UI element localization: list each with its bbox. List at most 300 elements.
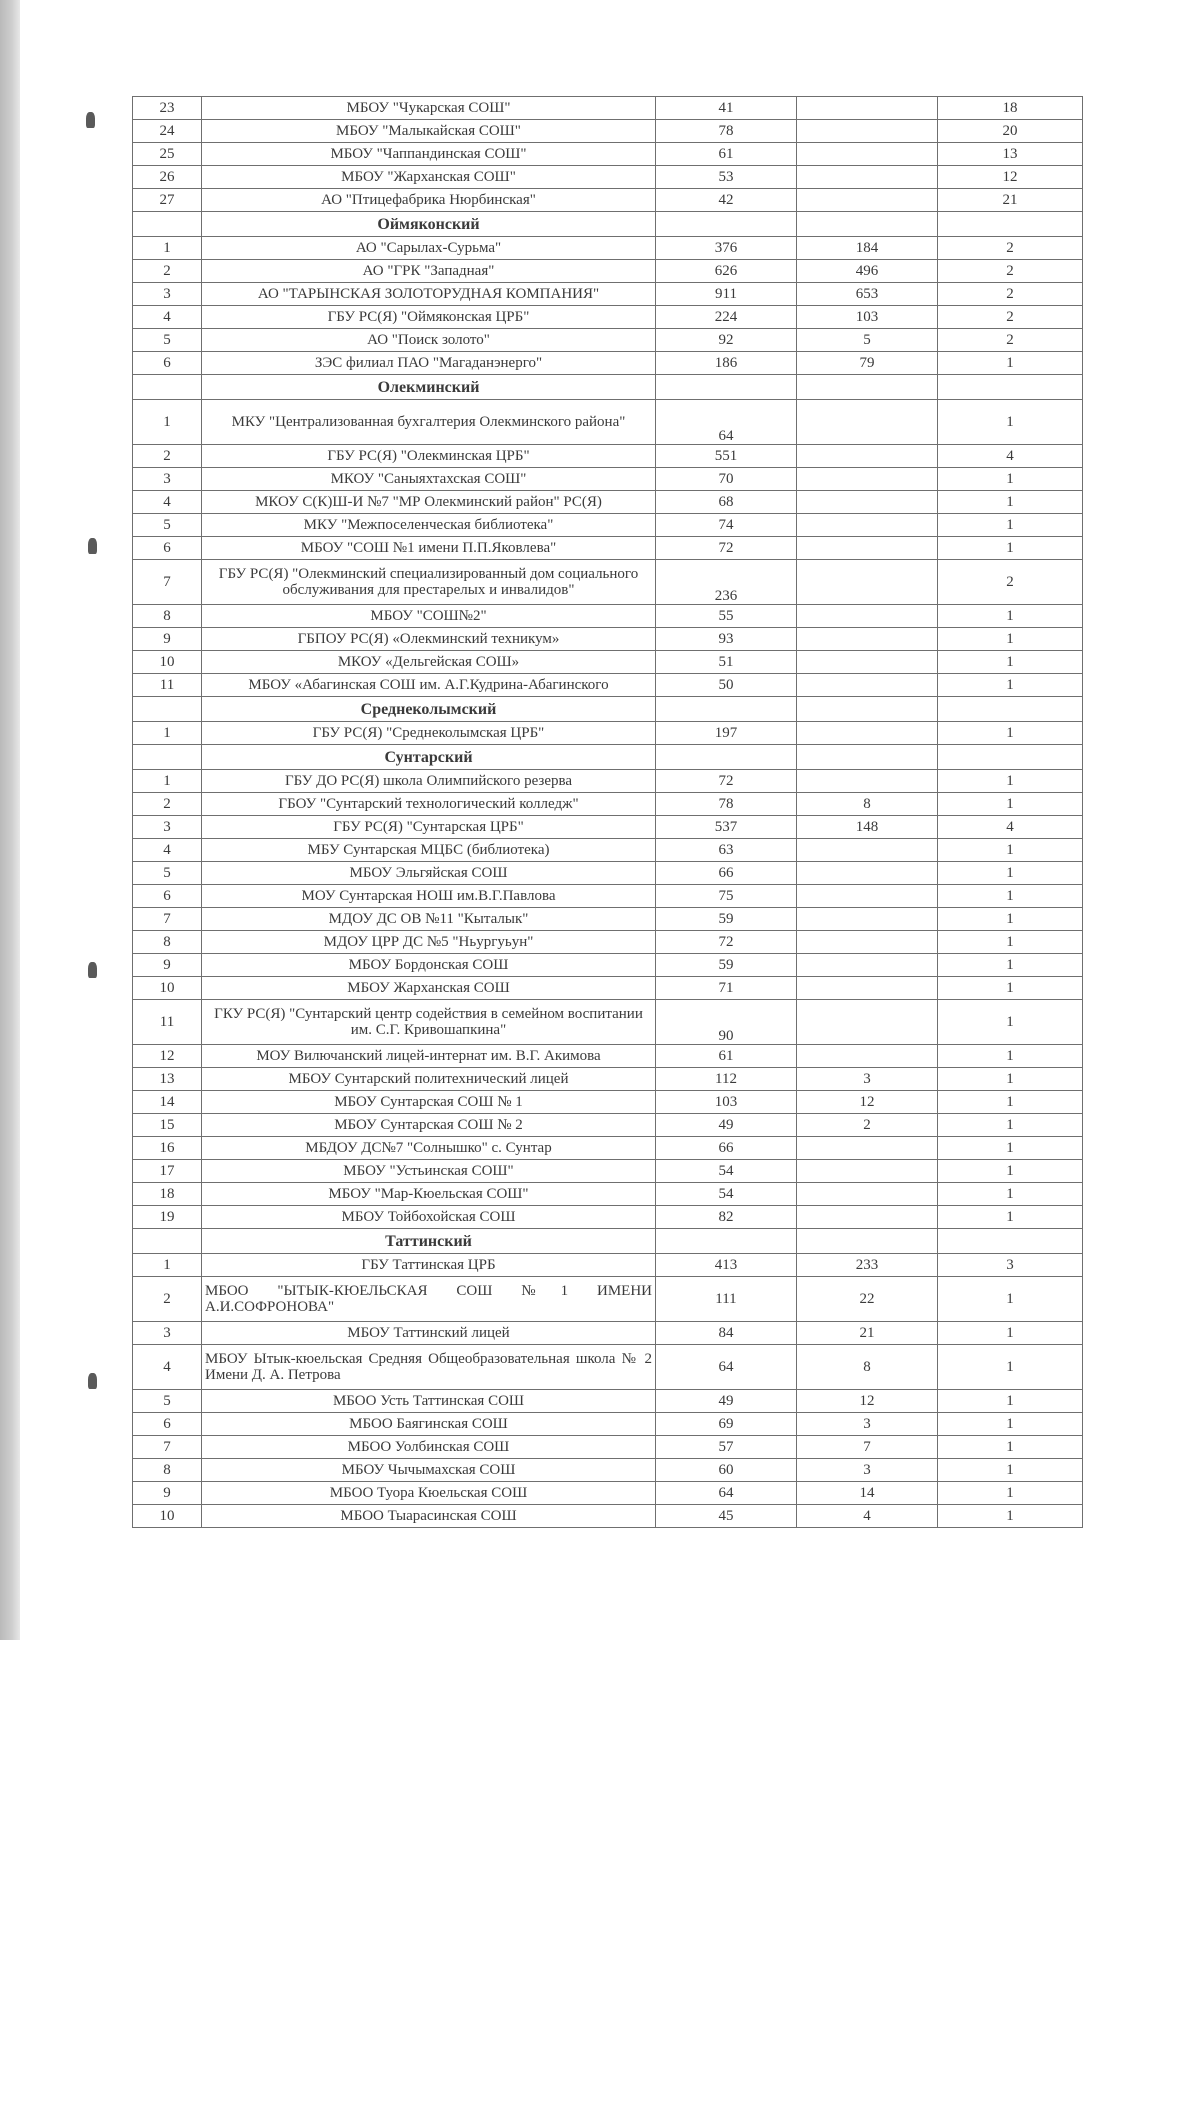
value-c-cell: 1 bbox=[938, 1505, 1083, 1528]
value-b-cell bbox=[797, 537, 938, 560]
value-a-cell: 49 bbox=[656, 1114, 797, 1137]
scan-speck-3 bbox=[88, 962, 97, 978]
value-c-cell: 2 bbox=[938, 306, 1083, 329]
value-c-cell: 13 bbox=[938, 143, 1083, 166]
organization-name-cell: МКУ "Централизованная бухгалтерия Олекминского района" bbox=[202, 400, 656, 445]
organization-name-cell: АО "ТАРЫНСКАЯ ЗОЛОТОРУДНАЯ КОМПАНИЯ" bbox=[202, 283, 656, 306]
value-b-cell bbox=[797, 885, 938, 908]
value-a-cell: 51 bbox=[656, 651, 797, 674]
section-empty-cell bbox=[133, 697, 202, 722]
table-row bbox=[133, 283, 1083, 306]
row-number-cell: 16 bbox=[133, 1137, 202, 1160]
row-number-cell: 7 bbox=[133, 560, 202, 605]
organization-name-cell: МДОУ ЦРР ДС №5 "Ньургуьун" bbox=[202, 931, 656, 954]
value-b-cell bbox=[797, 120, 938, 143]
value-a-cell: 413 bbox=[656, 1254, 797, 1277]
value-b-cell bbox=[797, 862, 938, 885]
table-row bbox=[133, 1413, 1083, 1436]
table-row bbox=[133, 352, 1083, 375]
table-row bbox=[133, 1206, 1083, 1229]
section-row bbox=[133, 697, 1083, 722]
organization-name-cell: МБОУ Сунтарская СОШ № 2 bbox=[202, 1114, 656, 1137]
table-row bbox=[133, 770, 1083, 793]
value-a-cell: 61 bbox=[656, 143, 797, 166]
table-row bbox=[133, 400, 1083, 445]
organization-name-cell: МБОУ Бордонская СОШ bbox=[202, 954, 656, 977]
table-row bbox=[133, 1390, 1083, 1413]
row-number-cell: 10 bbox=[133, 1505, 202, 1528]
row-number-cell: 10 bbox=[133, 977, 202, 1000]
value-b-cell bbox=[797, 770, 938, 793]
value-b-cell bbox=[797, 908, 938, 931]
value-a-cell: 93 bbox=[656, 628, 797, 651]
value-a-cell: 61 bbox=[656, 1045, 797, 1068]
organization-name-cell: МБОУ "СОШ №1 имени П.П.Яковлева" bbox=[202, 537, 656, 560]
value-a-cell: 78 bbox=[656, 793, 797, 816]
organization-name-cell: ГКУ РС(Я) "Сунтарский центр содействия в семейном воспитании им. С.Г. Кривошапкина" bbox=[202, 1000, 656, 1045]
value-b-cell bbox=[797, 1000, 938, 1045]
scan-speck-4 bbox=[88, 1373, 97, 1389]
row-number-cell: 23 bbox=[133, 97, 202, 120]
organization-name-cell: МДОУ ДС ОВ №11 "Кыталык" bbox=[202, 908, 656, 931]
organization-name-cell: МБОУ "Малыкайская СОШ" bbox=[202, 120, 656, 143]
value-a-cell: 92 bbox=[656, 329, 797, 352]
organization-name-cell: МКУ "Межпоселенческая библиотека" bbox=[202, 514, 656, 537]
value-c-cell: 18 bbox=[938, 97, 1083, 120]
value-c-cell: 1 bbox=[938, 722, 1083, 745]
table-body bbox=[133, 97, 1083, 1528]
section-row bbox=[133, 1229, 1083, 1254]
value-c-cell: 1 bbox=[938, 908, 1083, 931]
value-a-cell: 376 bbox=[656, 237, 797, 260]
organization-name-cell: ГБУ ДО РС(Я) школа Олимпийского резерва bbox=[202, 770, 656, 793]
section-row bbox=[133, 375, 1083, 400]
value-b-cell: 653 bbox=[797, 283, 938, 306]
row-number-cell: 8 bbox=[133, 605, 202, 628]
value-c-cell: 1 bbox=[938, 1345, 1083, 1390]
value-a-cell: 70 bbox=[656, 468, 797, 491]
section-empty-cell bbox=[797, 697, 938, 722]
table-row bbox=[133, 1345, 1083, 1390]
value-b-cell: 496 bbox=[797, 260, 938, 283]
value-c-cell: 1 bbox=[938, 605, 1083, 628]
value-b-cell: 79 bbox=[797, 352, 938, 375]
value-c-cell: 1 bbox=[938, 651, 1083, 674]
value-a-cell: 54 bbox=[656, 1183, 797, 1206]
value-b-cell: 103 bbox=[797, 306, 938, 329]
value-c-cell: 1 bbox=[938, 400, 1083, 445]
scan-speck-1 bbox=[86, 112, 95, 128]
value-c-cell: 1 bbox=[938, 1114, 1083, 1137]
table-row bbox=[133, 329, 1083, 352]
organization-name-cell: ГБУ РС(Я) "Оймяконская ЦРБ" bbox=[202, 306, 656, 329]
table-row bbox=[133, 839, 1083, 862]
organization-name-cell: МБОУ Сунтарская СОШ № 1 bbox=[202, 1091, 656, 1114]
row-number-cell: 14 bbox=[133, 1091, 202, 1114]
organization-name-cell: МБОО Уолбинская СОШ bbox=[202, 1436, 656, 1459]
row-number-cell: 2 bbox=[133, 1277, 202, 1322]
row-number-cell: 4 bbox=[133, 839, 202, 862]
row-number-cell: 8 bbox=[133, 1459, 202, 1482]
table-row bbox=[133, 189, 1083, 212]
section-empty-cell bbox=[797, 212, 938, 237]
row-number-cell: 8 bbox=[133, 931, 202, 954]
value-c-cell: 12 bbox=[938, 166, 1083, 189]
table-row bbox=[133, 1436, 1083, 1459]
value-a-cell: 42 bbox=[656, 189, 797, 212]
row-number-cell: 5 bbox=[133, 1390, 202, 1413]
section-empty-cell bbox=[938, 1229, 1083, 1254]
value-a-cell: 57 bbox=[656, 1436, 797, 1459]
value-a-cell: 103 bbox=[656, 1091, 797, 1114]
organization-name-cell: МБОО Усть Таттинская СОШ bbox=[202, 1390, 656, 1413]
organization-name-cell: МБОУ Эльгяйская СОШ bbox=[202, 862, 656, 885]
value-a-cell: 64 bbox=[656, 1482, 797, 1505]
value-b-cell: 7 bbox=[797, 1436, 938, 1459]
table-row bbox=[133, 977, 1083, 1000]
value-b-cell: 8 bbox=[797, 793, 938, 816]
value-c-cell: 1 bbox=[938, 628, 1083, 651]
organization-name-cell: МБОО Туора Кюельская СОШ bbox=[202, 1482, 656, 1505]
table-row bbox=[133, 1505, 1083, 1528]
value-c-cell: 1 bbox=[938, 1436, 1083, 1459]
table-row bbox=[133, 560, 1083, 605]
table-row bbox=[133, 1045, 1083, 1068]
row-number-cell: 11 bbox=[133, 1000, 202, 1045]
value-c-cell: 1 bbox=[938, 931, 1083, 954]
value-c-cell: 2 bbox=[938, 283, 1083, 306]
row-number-cell: 7 bbox=[133, 1436, 202, 1459]
row-number-cell: 6 bbox=[133, 352, 202, 375]
row-number-cell: 1 bbox=[133, 400, 202, 445]
section-empty-cell bbox=[133, 375, 202, 400]
value-c-cell: 1 bbox=[938, 1137, 1083, 1160]
table-row bbox=[133, 674, 1083, 697]
section-empty-cell bbox=[938, 745, 1083, 770]
row-number-cell: 9 bbox=[133, 1482, 202, 1505]
value-c-cell: 2 bbox=[938, 560, 1083, 605]
value-c-cell: 1 bbox=[938, 1183, 1083, 1206]
data-table bbox=[132, 96, 1083, 1528]
table-row bbox=[133, 491, 1083, 514]
table-row bbox=[133, 1160, 1083, 1183]
value-c-cell: 1 bbox=[938, 1068, 1083, 1091]
table-row bbox=[133, 260, 1083, 283]
organization-name-cell: МБДОУ ДС№7 "Солнышко" с. Сунтар bbox=[202, 1137, 656, 1160]
value-a-cell: 72 bbox=[656, 537, 797, 560]
section-title: Олекминский bbox=[202, 375, 656, 400]
value-a-cell: 551 bbox=[656, 445, 797, 468]
value-a-cell: 49 bbox=[656, 1390, 797, 1413]
section-empty-cell bbox=[797, 1229, 938, 1254]
value-a-cell: 63 bbox=[656, 839, 797, 862]
value-b-cell bbox=[797, 468, 938, 491]
value-b-cell bbox=[797, 674, 938, 697]
value-a-cell: 69 bbox=[656, 1413, 797, 1436]
section-title: Таттинский bbox=[202, 1229, 656, 1254]
organization-name-cell: МБОО "ЫТЫК-КЮЕЛЬСКАЯ СОШ №1 ИМЕНИ А.И.СОФРОНОВА" bbox=[202, 1277, 656, 1322]
table-row bbox=[133, 1482, 1083, 1505]
value-b-cell bbox=[797, 722, 938, 745]
row-number-cell: 9 bbox=[133, 628, 202, 651]
section-empty-cell bbox=[133, 745, 202, 770]
organization-name-cell: МБОУ "Жарханская СОШ" bbox=[202, 166, 656, 189]
row-number-cell: 2 bbox=[133, 445, 202, 468]
value-b-cell bbox=[797, 628, 938, 651]
value-b-cell bbox=[797, 605, 938, 628]
section-empty-cell bbox=[133, 212, 202, 237]
value-c-cell: 1 bbox=[938, 862, 1083, 885]
value-c-cell: 1 bbox=[938, 770, 1083, 793]
organization-name-cell: ЗЭС филиал ПАО "Магаданэнерго" bbox=[202, 352, 656, 375]
value-c-cell: 1 bbox=[938, 1413, 1083, 1436]
row-number-cell: 6 bbox=[133, 1413, 202, 1436]
table-row bbox=[133, 793, 1083, 816]
value-a-cell: 54 bbox=[656, 1160, 797, 1183]
row-number-cell: 1 bbox=[133, 237, 202, 260]
section-title: Оймяконский bbox=[202, 212, 656, 237]
value-c-cell: 1 bbox=[938, 977, 1083, 1000]
row-number-cell: 2 bbox=[133, 793, 202, 816]
value-a-cell: 911 bbox=[656, 283, 797, 306]
value-b-cell bbox=[797, 491, 938, 514]
table-row bbox=[133, 1254, 1083, 1277]
organization-name-cell: ГБПОУ РС(Я) «Олекминский техникум» bbox=[202, 628, 656, 651]
row-number-cell: 4 bbox=[133, 491, 202, 514]
section-empty-cell bbox=[656, 375, 797, 400]
table-row bbox=[133, 954, 1083, 977]
table-row bbox=[133, 306, 1083, 329]
row-number-cell: 2 bbox=[133, 260, 202, 283]
value-c-cell: 1 bbox=[938, 1277, 1083, 1322]
value-a-cell: 60 bbox=[656, 1459, 797, 1482]
section-empty-cell bbox=[656, 697, 797, 722]
value-c-cell: 20 bbox=[938, 120, 1083, 143]
organization-name-cell: МКОУ "Саныяхтахская СОШ" bbox=[202, 468, 656, 491]
organization-name-cell: МБОУ Тойбохойская СОШ bbox=[202, 1206, 656, 1229]
value-b-cell bbox=[797, 1137, 938, 1160]
table-row bbox=[133, 628, 1083, 651]
organization-name-cell: МБОУ "СОШ№2" bbox=[202, 605, 656, 628]
value-b-cell: 4 bbox=[797, 1505, 938, 1528]
value-b-cell bbox=[797, 839, 938, 862]
value-c-cell: 1 bbox=[938, 1206, 1083, 1229]
row-number-cell: 12 bbox=[133, 1045, 202, 1068]
value-a-cell: 197 bbox=[656, 722, 797, 745]
organization-name-cell: МБОУ Жарханская СОШ bbox=[202, 977, 656, 1000]
value-a-cell: 224 bbox=[656, 306, 797, 329]
row-number-cell: 5 bbox=[133, 329, 202, 352]
row-number-cell: 5 bbox=[133, 862, 202, 885]
value-c-cell: 1 bbox=[938, 674, 1083, 697]
section-empty-cell bbox=[656, 745, 797, 770]
section-empty-cell bbox=[797, 745, 938, 770]
value-b-cell bbox=[797, 514, 938, 537]
row-number-cell: 5 bbox=[133, 514, 202, 537]
value-a-cell: 64 bbox=[656, 1345, 797, 1390]
row-number-cell: 1 bbox=[133, 1254, 202, 1277]
organization-name-cell: АО "ГРК "Западная" bbox=[202, 260, 656, 283]
row-number-cell: 25 bbox=[133, 143, 202, 166]
value-a-cell: 72 bbox=[656, 770, 797, 793]
table-row bbox=[133, 816, 1083, 839]
organization-name-cell: МКОУ «Дельгейская СОШ» bbox=[202, 651, 656, 674]
value-a-cell: 59 bbox=[656, 908, 797, 931]
value-c-cell: 2 bbox=[938, 329, 1083, 352]
value-b-cell: 3 bbox=[797, 1459, 938, 1482]
table-row bbox=[133, 1000, 1083, 1045]
value-b-cell bbox=[797, 400, 938, 445]
row-number-cell: 3 bbox=[133, 283, 202, 306]
value-c-cell: 1 bbox=[938, 1160, 1083, 1183]
organization-name-cell: МБОУ "Чукарская СОШ" bbox=[202, 97, 656, 120]
value-c-cell: 4 bbox=[938, 816, 1083, 839]
table-row bbox=[133, 1091, 1083, 1114]
section-empty-cell bbox=[938, 375, 1083, 400]
table-row bbox=[133, 143, 1083, 166]
row-number-cell: 18 bbox=[133, 1183, 202, 1206]
value-a-cell: 71 bbox=[656, 977, 797, 1000]
row-number-cell: 7 bbox=[133, 908, 202, 931]
table-row bbox=[133, 237, 1083, 260]
value-c-cell: 1 bbox=[938, 1091, 1083, 1114]
section-empty-cell bbox=[133, 1229, 202, 1254]
section-title: Среднеколымский bbox=[202, 697, 656, 722]
section-row bbox=[133, 212, 1083, 237]
table-row bbox=[133, 1137, 1083, 1160]
value-c-cell: 2 bbox=[938, 260, 1083, 283]
organization-name-cell: МБОУ "Устьинская СОШ" bbox=[202, 1160, 656, 1183]
table-row bbox=[133, 445, 1083, 468]
value-b-cell bbox=[797, 97, 938, 120]
row-number-cell: 27 bbox=[133, 189, 202, 212]
value-a-cell: 45 bbox=[656, 1505, 797, 1528]
row-number-cell: 19 bbox=[133, 1206, 202, 1229]
row-number-cell: 1 bbox=[133, 770, 202, 793]
value-c-cell: 1 bbox=[938, 954, 1083, 977]
value-b-cell bbox=[797, 1183, 938, 1206]
value-a-cell: 53 bbox=[656, 166, 797, 189]
section-empty-cell bbox=[938, 212, 1083, 237]
value-c-cell: 2 bbox=[938, 237, 1083, 260]
organization-name-cell: АО "Поиск золото" bbox=[202, 329, 656, 352]
table-row bbox=[133, 862, 1083, 885]
value-b-cell bbox=[797, 560, 938, 605]
organization-name-cell: МОУ Вилючанский лицей-интернат им. В.Г. Акимова bbox=[202, 1045, 656, 1068]
value-a-cell: 112 bbox=[656, 1068, 797, 1091]
section-empty-cell bbox=[656, 212, 797, 237]
row-number-cell: 3 bbox=[133, 816, 202, 839]
section-empty-cell bbox=[938, 697, 1083, 722]
table-row bbox=[133, 1068, 1083, 1091]
value-b-cell: 5 bbox=[797, 329, 938, 352]
value-c-cell: 1 bbox=[938, 1045, 1083, 1068]
table-row bbox=[133, 605, 1083, 628]
value-b-cell bbox=[797, 1045, 938, 1068]
value-a-cell: 78 bbox=[656, 120, 797, 143]
value-a-cell: 55 bbox=[656, 605, 797, 628]
table-row bbox=[133, 514, 1083, 537]
table-row bbox=[133, 1459, 1083, 1482]
scan-speck-2 bbox=[88, 538, 97, 554]
table-row bbox=[133, 120, 1083, 143]
row-number-cell: 9 bbox=[133, 954, 202, 977]
value-c-cell: 1 bbox=[938, 537, 1083, 560]
table-row bbox=[133, 722, 1083, 745]
organization-name-cell: МБОУ Ытык-кюельская Средняя Общеобразовательная школа № 2 Имени Д. А. Петрова bbox=[202, 1345, 656, 1390]
value-b-cell bbox=[797, 166, 938, 189]
value-c-cell: 1 bbox=[938, 1459, 1083, 1482]
value-c-cell: 1 bbox=[938, 491, 1083, 514]
table-row bbox=[133, 931, 1083, 954]
value-b-cell: 21 bbox=[797, 1322, 938, 1345]
value-a-cell: 66 bbox=[656, 1137, 797, 1160]
value-b-cell: 14 bbox=[797, 1482, 938, 1505]
value-a-cell: 537 bbox=[656, 816, 797, 839]
organization-name-cell: МКОУ С(К)Ш-И №7 "МР Олекминский район" РС(Я) bbox=[202, 491, 656, 514]
table-row bbox=[133, 166, 1083, 189]
value-b-cell: 3 bbox=[797, 1413, 938, 1436]
organization-name-cell: ГБУ РС(Я) "Сунтарская ЦРБ" bbox=[202, 816, 656, 839]
organization-name-cell: ГБУ РС(Я) "Олекминский специализированный дом социального обслуживания для престарелых и инвалидов" bbox=[202, 560, 656, 605]
document-table-container bbox=[132, 96, 1082, 1528]
organization-name-cell: МБОУ Сунтарский политехнический лицей bbox=[202, 1068, 656, 1091]
section-title: Сунтарский bbox=[202, 745, 656, 770]
value-c-cell: 4 bbox=[938, 445, 1083, 468]
row-number-cell: 6 bbox=[133, 537, 202, 560]
value-c-cell: 1 bbox=[938, 1482, 1083, 1505]
value-c-cell: 1 bbox=[938, 514, 1083, 537]
table-row bbox=[133, 1277, 1083, 1322]
value-a-cell: 82 bbox=[656, 1206, 797, 1229]
value-a-cell: 111 bbox=[656, 1277, 797, 1322]
organization-name-cell: ГБУ РС(Я) "Среднеколымская ЦРБ" bbox=[202, 722, 656, 745]
value-c-cell: 21 bbox=[938, 189, 1083, 212]
value-b-cell: 8 bbox=[797, 1345, 938, 1390]
organization-name-cell: МБОУ Чычымахская СОШ bbox=[202, 1459, 656, 1482]
value-b-cell bbox=[797, 1160, 938, 1183]
value-a-cell: 84 bbox=[656, 1322, 797, 1345]
value-a-cell: 66 bbox=[656, 862, 797, 885]
organization-name-cell: МБОУ "Мар-Кюельская СОШ" bbox=[202, 1183, 656, 1206]
value-c-cell: 1 bbox=[938, 1390, 1083, 1413]
organization-name-cell: МБОУ "Чаппандинская СОШ" bbox=[202, 143, 656, 166]
row-number-cell: 13 bbox=[133, 1068, 202, 1091]
organization-name-cell: МБОУ Таттинский лицей bbox=[202, 1322, 656, 1345]
value-c-cell: 1 bbox=[938, 468, 1083, 491]
table-row bbox=[133, 908, 1083, 931]
value-a-cell: 236 bbox=[656, 560, 797, 605]
organization-name-cell: ГБУ РС(Я) "Олекминская ЦРБ" bbox=[202, 445, 656, 468]
value-b-cell bbox=[797, 931, 938, 954]
table-row bbox=[133, 97, 1083, 120]
row-number-cell: 24 bbox=[133, 120, 202, 143]
table-row bbox=[133, 1322, 1083, 1345]
value-b-cell bbox=[797, 143, 938, 166]
value-a-cell: 68 bbox=[656, 491, 797, 514]
value-b-cell: 148 bbox=[797, 816, 938, 839]
organization-name-cell: АО "Сарылах-Сурьма" bbox=[202, 237, 656, 260]
organization-name-cell: АО "Птицефабрика Нюрбинская" bbox=[202, 189, 656, 212]
value-a-cell: 75 bbox=[656, 885, 797, 908]
value-a-cell: 626 bbox=[656, 260, 797, 283]
table-row bbox=[133, 1183, 1083, 1206]
value-c-cell: 1 bbox=[938, 352, 1083, 375]
value-c-cell: 3 bbox=[938, 1254, 1083, 1277]
value-b-cell: 184 bbox=[797, 237, 938, 260]
value-c-cell: 1 bbox=[938, 1000, 1083, 1045]
value-a-cell: 50 bbox=[656, 674, 797, 697]
